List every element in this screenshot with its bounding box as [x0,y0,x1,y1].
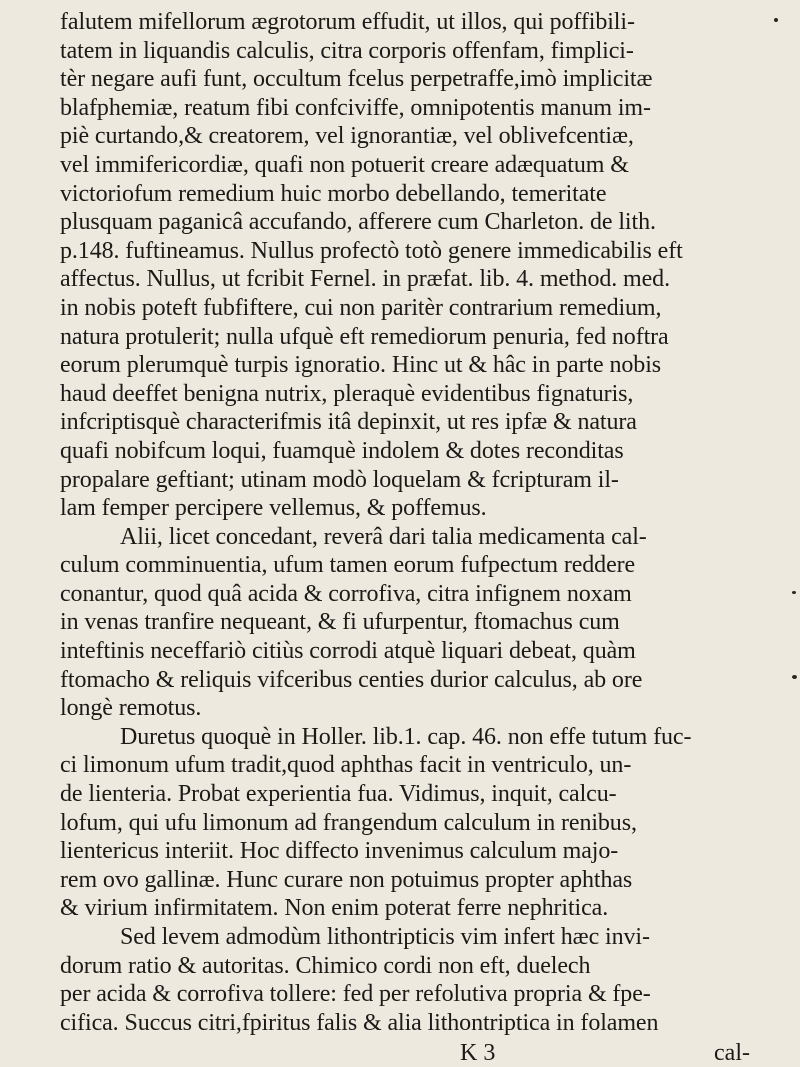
text-line: in venas tranfire nequeant, & fi ufurpentur, ftomachus cum [60,609,620,636]
text-line: ci limonum ufum tradit,quod aphthas facit in ventriculo, un- [60,752,632,779]
text-line: rem ovo gallinæ. Hunc curare non potuimus propter aphthas [60,866,633,893]
text-line: blafphemiæ, reatum fibi confciviffe, omnipotentis manum im- [60,94,651,121]
ink-speck [792,591,796,594]
text-line: haud deeffet benigna nutrix, pleraquè evidentibus fignaturis, [60,380,634,407]
text-line: affectus. Nullus, ut fcribit Fernel. in præfat. lib. 4. method. med. [60,266,670,293]
text-line: conantur, quod quâ acida & corrofiva, citra infignem noxam [60,580,632,607]
signature-mark: K 3 [460,1040,496,1066]
text-line: Duretus quoquè in Holler. lib.1. cap. 46. non effe tutum fuc- [120,723,692,750]
text-line: plusquam paganicâ accufando, afferere cum Charleton. de lith. [60,209,656,236]
text-line: tèr negare aufi funt, occultum fcelus perpetraffe,imò implicitæ [60,66,653,93]
text-line: per acida & corrofiva tollere: fed per refolutiva propria & fpe- [60,981,651,1008]
page-footer [60,1040,760,1067]
text-line: in nobis poteft fubfiftere, cui non paritèr contrarium remedium, [60,294,662,321]
text-line: lam femper percipere vellemus, & poffemus. [60,495,487,522]
catchword: cal- [714,1040,750,1066]
text-line: piè curtando,& creatorem, vel ignorantiæ, vel oblivefcentiæ, [60,123,634,150]
text-line: victoriofum remedium huic morbo debellando, temeritate [60,180,607,207]
text-line: falutem mifellorum ægrotorum effudit, ut illos, qui poffibili- [60,9,635,35]
text-line: cifica. Succus citri,fpiritus falis & alia lithontriptica in folamen [60,1009,659,1036]
text-line: inteftinis neceffariò citiùs corrodi atquè liquari debeat, quàm [60,638,636,665]
text-line: propalare geftiant; utinam modò loquelam & fcripturam il- [60,466,619,493]
text-line: infcriptisquè characterifmis itâ depinxit, ut res ipfæ & natura [60,409,637,436]
text-line: eorum plerumquè turpis ignoratio. Hinc ut & hâc in parte nobis [60,352,661,379]
body-text [60,8,760,1037]
text-line: & virium infirmitatem. Non enim poterat ferre nephritica. [60,895,609,922]
text-line: culum comminuentia, ufum tamen eorum fufpectum reddere [60,552,636,579]
text-line: lientericus interiit. Hoc diffecto invenimus calculum majo- [60,838,619,865]
text-line: Alii, licet concedant, reverâ dari talia medicamenta cal- [120,523,647,550]
text-line: p.148. fuftineamus. Nullus profectò totò genere immedicabilis eft [60,237,683,264]
text-line: Sed levem admodùm lithontripticis vim infert hæc invi- [120,924,650,950]
text-line: dorum ratio & autoritas. Chimico cordi non eft, duelech [60,952,591,979]
text-line: lofum, qui ufu limonum ad frangendum calculum in renibus, [60,809,637,836]
text-line: tatem in liquandis calculis, citra corporis offenfam, fimplici- [60,37,634,64]
text-line: longè remotus. [60,695,202,722]
ink-speck [774,18,778,22]
text-line: ftomacho & reliquis vifceribus centies durior calculus, ab ore [60,666,643,693]
text-line: natura protulerit; nulla ufquè eft remediorum penuria, fed noftra [60,323,669,350]
text-line: quafi nobifcum loqui, fuamquè indolem & dotes reconditas [60,437,624,464]
text-line: de lienteria. Probat experientia fua. Vidimus, inquit, calcu- [60,781,617,808]
ink-speck [792,675,797,679]
text-line: vel immifericordiæ, quafi non potuerit creare adæquatum & [60,151,629,178]
